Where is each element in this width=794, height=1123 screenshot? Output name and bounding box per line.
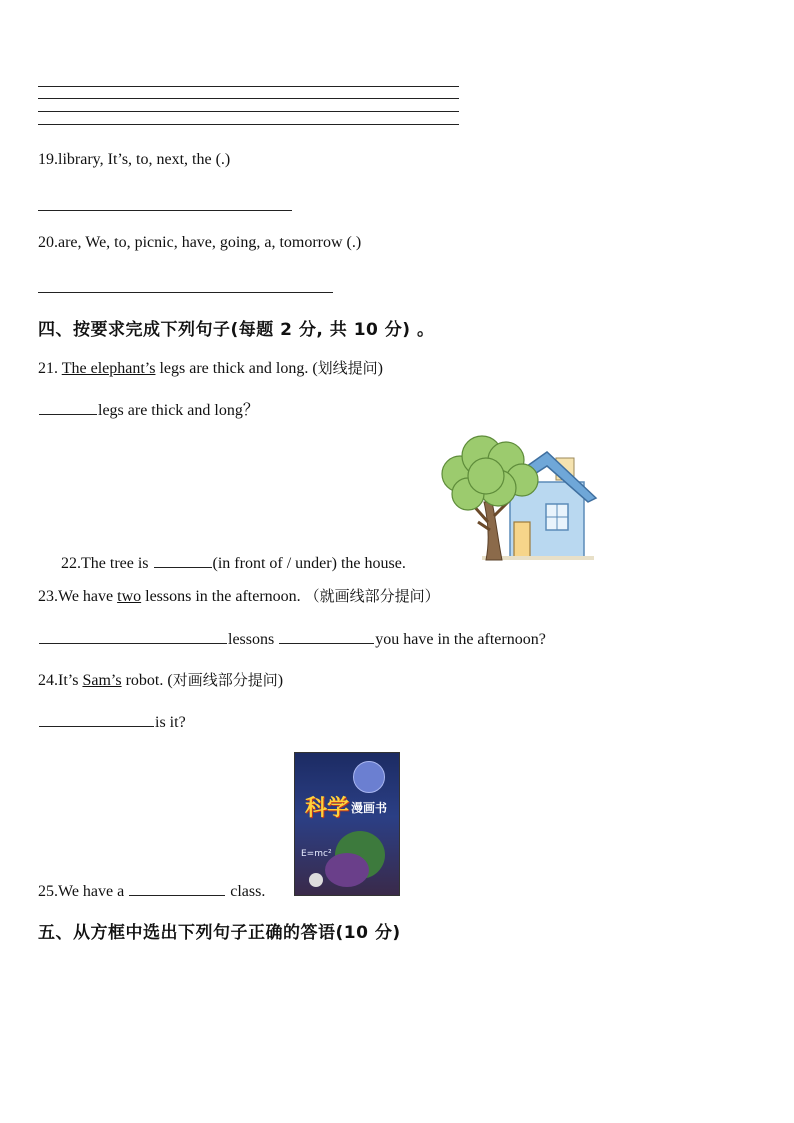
answer-line[interactable] — [38, 98, 459, 99]
logo-icon — [309, 873, 323, 887]
question-24 — [38, 670, 283, 691]
answer-line[interactable] — [38, 86, 459, 87]
answer-24 — [38, 711, 186, 733]
blank-24[interactable] — [39, 711, 154, 727]
formula-text: E=mc² — [301, 849, 332, 859]
question-19: 19.library, It’s, to, next, the (.) — [38, 151, 231, 168]
instruction-note: 对画线部分提问 — [172, 671, 278, 689]
underlined-word: Sam’s — [82, 672, 122, 689]
question-text: 23.We have — [38, 588, 118, 605]
question-20: 20.are, We, to, picnic, have, going, a, tomorrow (.) — [38, 234, 362, 251]
question-text: lessons in the afternoon. — [141, 588, 301, 605]
question-22 — [61, 552, 406, 574]
section-4-heading: 四、按要求完成下列句子(每题 2 分, 共 10 分) 。 — [38, 320, 435, 340]
underlined-word: two — [117, 588, 142, 605]
answer-line-19[interactable] — [38, 210, 292, 211]
answer-21 — [38, 399, 259, 421]
question-text: 24.It’s — [38, 672, 83, 689]
underlined-phrase: The elephant’s — [61, 360, 156, 377]
instruction-note: （就画线部分提问） — [304, 587, 440, 605]
question-text: (in front of / under) the house. — [212, 555, 406, 572]
answer-line-20[interactable] — [38, 292, 333, 293]
question-number: 21. — [38, 360, 58, 377]
blank-21[interactable] — [39, 399, 97, 415]
blank-23b[interactable] — [279, 628, 374, 644]
question-text: 25.We have a — [38, 883, 129, 900]
question-text: 22.The tree is — [61, 555, 153, 572]
instruction-note: 划线提问 — [317, 359, 378, 377]
house-tree-illustration — [438, 430, 598, 570]
question-25 — [38, 880, 265, 902]
planet-icon — [353, 761, 385, 793]
question-23 — [38, 586, 440, 607]
section-5-heading: 五、从方框中选出下列句子正确的答语(10 分) — [38, 923, 401, 943]
paren: ) — [377, 360, 383, 377]
book-title: 科学 — [305, 796, 350, 821]
answer-23 — [38, 628, 546, 650]
question-text: legs are thick and long. ( — [155, 360, 318, 377]
answer-line[interactable] — [38, 124, 459, 125]
blank-25[interactable] — [129, 880, 225, 896]
answer-line[interactable] — [38, 111, 459, 112]
answer-text: is it? — [155, 714, 186, 731]
blank-23a[interactable] — [39, 628, 227, 644]
question-text: robot. ( — [121, 672, 173, 689]
question-21 — [38, 358, 383, 379]
book-subtitle: 漫画书 — [351, 801, 388, 815]
answer-text: you have in the afternoon? — [375, 631, 546, 648]
blank-22[interactable] — [154, 552, 212, 568]
science-book-cover — [294, 752, 400, 896]
answer-text: legs are thick and long？ — [98, 402, 259, 419]
answer-text: lessons — [228, 631, 279, 648]
question-text: class. — [226, 883, 266, 900]
paren: ) — [277, 672, 284, 689]
